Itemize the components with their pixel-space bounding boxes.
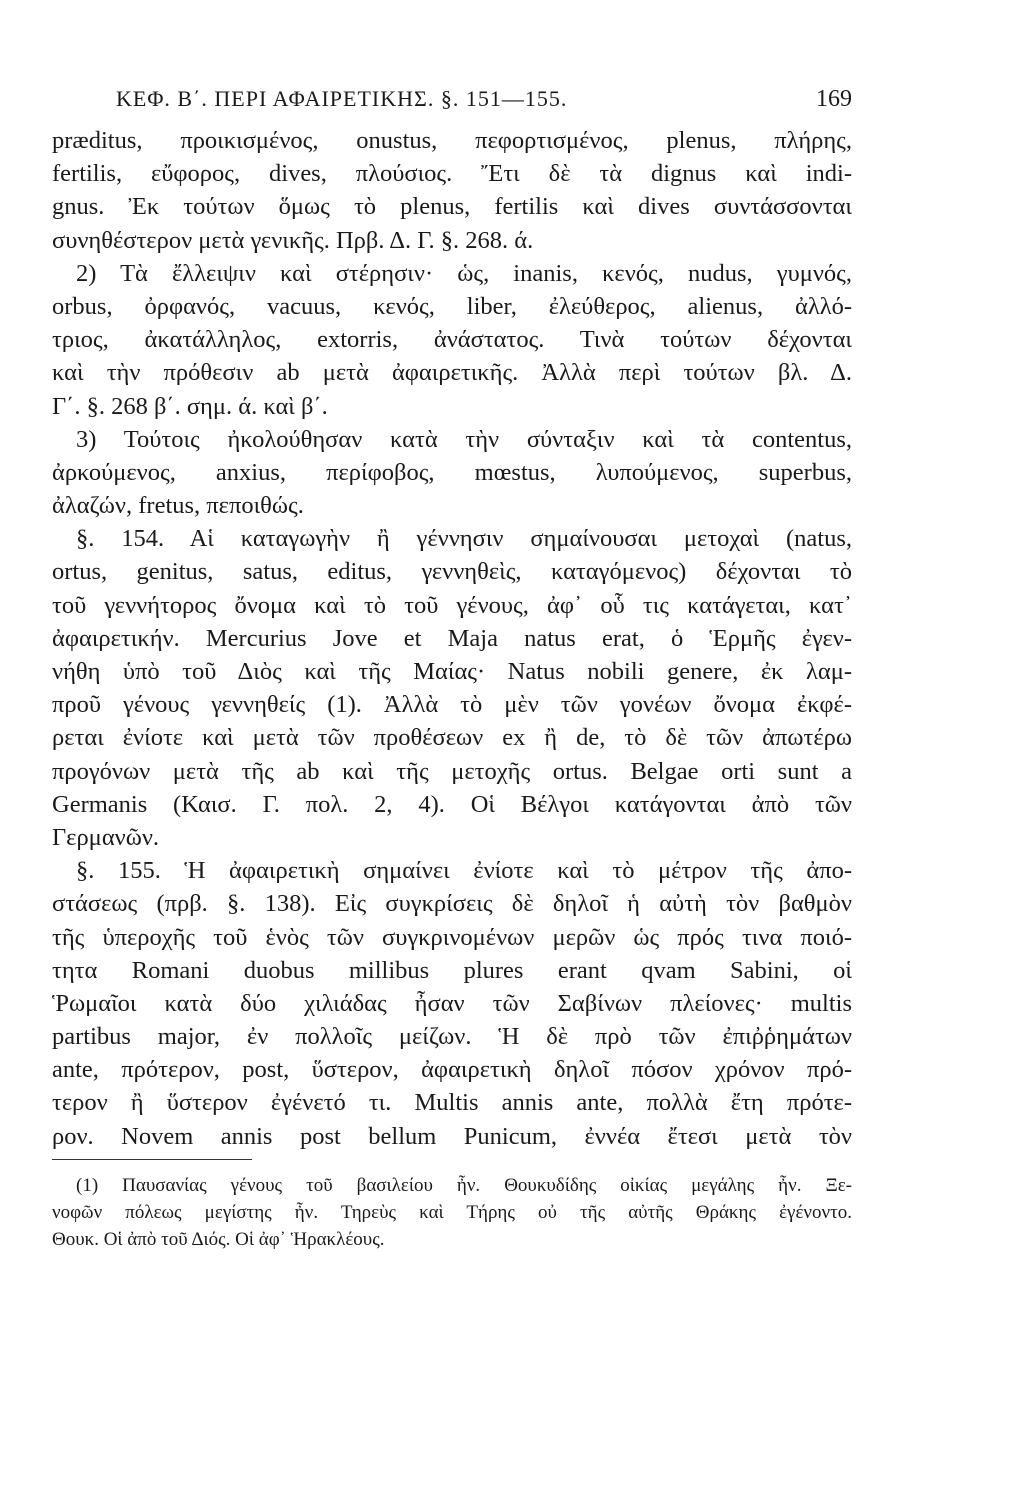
text-line-28: partibus major, ἐν πολλοῖς μείζων. Ἡ δὲ πρὸ τῶν ἐπιῤῥημάτων [52,1023,852,1051]
text-line-27: Ῥωμαῖοι κατὰ δύο χιλιάδας ἦσαν τῶν Σαβίνων πλείονες· multis [52,989,852,1017]
text-line-13: §. 154. Αἱ καταγωγὴν ἢ γέννησιν σημαίνουσαι μετοχαὶ (natus, [76,525,852,553]
text-line-4: συνηθέστερον μετὰ γενικῆς. Πρβ. Δ. Γ. §. 268. ά. [52,226,534,254]
text-line-17: νήθη ὑπὸ τοῦ Διὸς καὶ τῆς Μαίας· Natus nobili genere, ἐκ λαμ- [52,658,852,685]
text-line-2: fertilis, εὔφορος, dives, πλούσιος. Ἔτι δὲ τὰ dignus καὶ indi- [52,160,852,188]
text-line-23: §. 155. Ἡ ἀφαιρετικὴ σημαίνει ἐνίοτε καὶ τὸ μέτρον τῆς ἀπο- [76,857,852,885]
page-number: 169 [816,86,852,112]
text-line-21: Germanis (Καισ. Γ. πολ. 2, 4). Οἱ Βέλγοι κατάγονται ἀπὸ τῶν [52,790,852,818]
running-head-title: ΚΕΦ. Β΄. ΠΕΡΙ ΑΦΑΙΡΕΤΙΚΗΣ. §. 151—155. [116,86,568,111]
text-line-8: καὶ τὴν πρόθεσιν ab μετὰ ἀφαιρετικῆς. Ἀλλὰ περὶ τούτων βλ. Δ. [52,359,852,387]
text-line-26: τητα Romani duobus millibus plures erant qvam Sabini, οἱ [52,956,852,984]
text-line-12: ἀλαζών, fretus, πεποιθώς. [52,492,304,520]
footnote-line-1: (1) Παυσανίας γένους τοῦ βασιλείου ἦν. Θουκυδίδης οἰκίας μεγάλης ἦν. Ξε- [76,1174,852,1196]
text-line-19: ρεται ἐνίοτε καὶ μετὰ τῶν προθέσεων ex ἢ de, τὸ δὲ τῶν ἀπωτέρω [52,724,852,752]
text-line-3: gnus. Ἐκ τούτων ὅμως τὸ plenus, fertilis καὶ dives συντάσσονται [52,193,852,221]
text-line-10: 3) Τούτοις ἠκολούθησαν κατὰ τὴν σύνταξιν καὶ τὰ contentus, [76,425,852,453]
text-line-9: Γ΄. §. 268 β΄. σημ. ά. καὶ β΄. [52,392,328,420]
text-line-6: orbus, ὀρφανός, vacuus, κενός, liber, ἐλεύθερος, alienus, ἀλλό- [52,292,852,320]
text-line-7: τριος, ἀκατάλληλος, extorris, ἀνάστατος. Τινὰ τούτων δέχονται [52,326,852,354]
text-line-25: τῆς ὑπεροχῆς τοῦ ἑνὸς τῶν συγκρινομένων μερῶν ὡς πρός τινα ποιό- [52,923,852,951]
text-line-20: προγόνων μετὰ τῆς ab καὶ τῆς μετοχῆς ortus. Belgae orti sunt a [52,757,852,785]
footnote-rule [52,1159,252,1160]
book-page [52,86,852,1253]
text-line-1: præditus, προικισμένος, onustus, πεφορτισμένος, plenus, πλήρης, [52,127,852,154]
text-line-22: Γερμανῶν. [52,823,160,851]
text-line-5: 2) Τὰ ἔλλειψιν καὶ στέρησιν· ὡς, inanis, κενός, nudus, γυμνός, [76,259,852,287]
text-line-14: ortus, genitus, satus, editus, γεννηθεὶς, καταγόμενος) δέχονται τὸ [52,558,852,586]
footnote-line-3: Θουκ. Οἱ ἀπὸ τοῦ Διός. Οἱ ἀφ᾽ Ἡρακλέους. [52,1228,385,1250]
running-head [52,86,852,120]
text-line-24: στάσεως (πρβ. §. 138). Εἰς συγκρίσεις δὲ δηλοῖ ἡ αὐτὴ τὸν βαθμὸν [52,890,852,918]
footnote-line-2: νοφῶν πόλεως μεγίστης ἦν. Τηρεὺς καὶ Τήρης οὐ τῆς αὐτῆς Θράκης ἐγένοντο. [52,1201,852,1223]
text-line-29: ante, πρότερον, post, ὕστερον, ἀφαιρετικὴ δηλοῖ πόσον χρόνον πρό- [52,1056,852,1084]
text-line-11: ἀρκούμενος, anxius, περίφοβος, mœstus, λυπούμενος, superbus, [52,458,852,486]
text-line-15: τοῦ γεννήτορος ὄνομα καὶ τὸ τοῦ γένους, ἀφ᾽ οὗ τις κατάγεται, κατ᾽ [52,591,852,619]
body-text [52,124,852,1153]
text-line-30: τερον ἢ ὕστερον ἐγένετό τι. Multis annis ante, πολλὰ ἔτη πρότε- [52,1089,852,1117]
text-line-16: ἀφαιρετικήν. Mercurius Jove et Maja natus erat, ὁ Ἑρμῆς ἐγεν- [52,624,852,652]
text-line-18: προῦ γένους γεννηθείς (1). Ἀλλὰ τὸ μὲν τῶν γονέων ὄνομα ἐκφέ- [52,691,852,719]
text-line-31: ρον. Novem annis post bellum Punicum, ἐννέα ἔτεσι μετὰ τὸν [52,1122,852,1150]
footnotes [52,1172,852,1253]
